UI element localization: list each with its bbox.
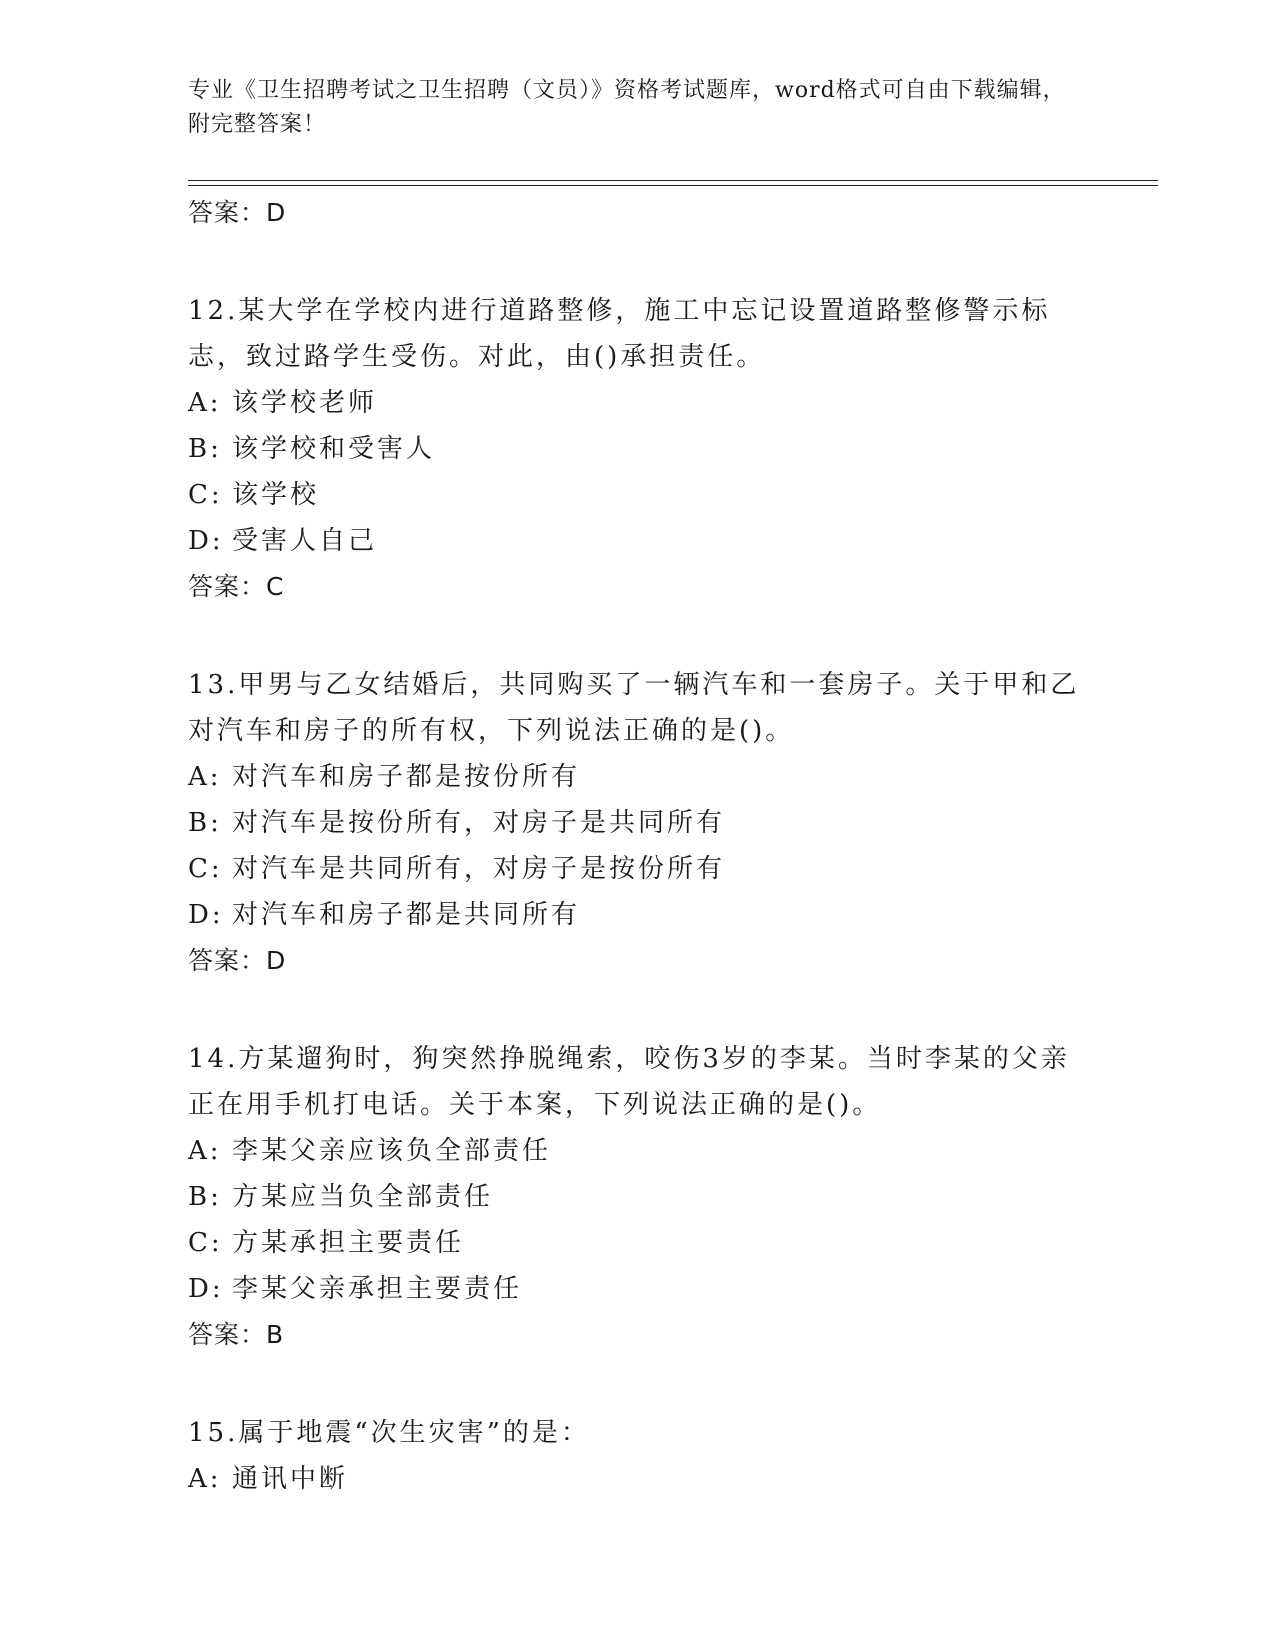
option-text: 方某应当负全部责任 xyxy=(232,1182,494,1212)
option-text: 方某承担主要责任 xyxy=(232,1228,465,1258)
option-a xyxy=(188,380,1088,426)
option-text: 该学校老师 xyxy=(232,388,378,418)
option-c xyxy=(188,1220,1088,1266)
option-key: D: xyxy=(188,526,224,556)
option-text: 对汽车是共同所有，对房子是按份所有 xyxy=(232,854,726,884)
option-key: A: xyxy=(188,1136,222,1166)
question-stem: 15.属于地震“次生灾害”的是： xyxy=(188,1418,590,1448)
option-text: 对汽车是按份所有，对房子是共同所有 xyxy=(232,808,726,838)
option-text: 该学校和受害人 xyxy=(232,434,436,464)
question-stem: 14.方某遛狗时，狗突然挣脱绳索，咬伤3岁的李某。当时李某的父亲正在用手机打电话。关于本案，下列说法正确的是()。 xyxy=(188,1044,1070,1120)
option-text: 李某父亲应该负全部责任 xyxy=(232,1136,552,1166)
option-key: A: xyxy=(188,388,222,418)
option-c xyxy=(188,472,1088,518)
option-key: C: xyxy=(188,854,223,884)
option-text: 通讯中断 xyxy=(232,1464,349,1494)
option-key: B: xyxy=(188,434,222,464)
option-text: 受害人自己 xyxy=(232,526,378,556)
option-key: D: xyxy=(188,1274,224,1304)
answer-line: 答案：D xyxy=(188,946,287,975)
option-key: D: xyxy=(188,900,224,930)
option-d xyxy=(188,1266,1088,1312)
question-item-14 xyxy=(188,1036,1088,1358)
option-text: 李某父亲承担主要责任 xyxy=(232,1274,523,1304)
question-item-15 xyxy=(188,1410,1088,1502)
answer-line: 答案：C xyxy=(188,572,285,601)
option-a xyxy=(188,1456,1088,1502)
header-divider-line-secondary xyxy=(188,185,1158,186)
option-b xyxy=(188,426,1088,472)
document-header: 专业《卫生招聘考试之卫生招聘（文员）》资格考试题库，word格式可自由下载编辑，附完整答案！ xyxy=(188,78,1066,137)
option-b xyxy=(188,800,1088,846)
option-d xyxy=(188,518,1088,564)
option-key: B: xyxy=(188,808,222,838)
header-divider-line xyxy=(188,180,1158,181)
question-item-13 xyxy=(188,662,1088,984)
option-b xyxy=(188,1174,1088,1220)
option-key: A: xyxy=(188,1464,222,1494)
option-key: B: xyxy=(188,1182,222,1212)
option-key: C: xyxy=(188,1228,223,1258)
question-list xyxy=(188,190,1088,1502)
option-text: 该学校 xyxy=(232,480,320,510)
answer-line: 答案：B xyxy=(188,1320,285,1349)
question-stem: 13.甲男与乙女结婚后，共同购买了一辆汽车和一套房子。关于甲和乙对汽车和房子的所有权，下列说法正确的是()。 xyxy=(188,670,1080,746)
option-a xyxy=(188,1128,1088,1174)
question-stem: 12.某大学在学校内进行道路整修，施工中忘记设置道路整修警示标志，致过路学生受伤。对此，由()承担责任。 xyxy=(188,296,1051,372)
option-text: 对汽车和房子都是按份所有 xyxy=(232,762,581,792)
option-key: A: xyxy=(188,762,222,792)
option-d xyxy=(188,892,1088,938)
question-item-12 xyxy=(188,288,1088,610)
option-text: 对汽车和房子都是共同所有 xyxy=(232,900,581,930)
option-a xyxy=(188,754,1088,800)
option-c xyxy=(188,846,1088,892)
option-key: C: xyxy=(188,480,223,510)
answer-line: 答案：D xyxy=(188,198,287,227)
